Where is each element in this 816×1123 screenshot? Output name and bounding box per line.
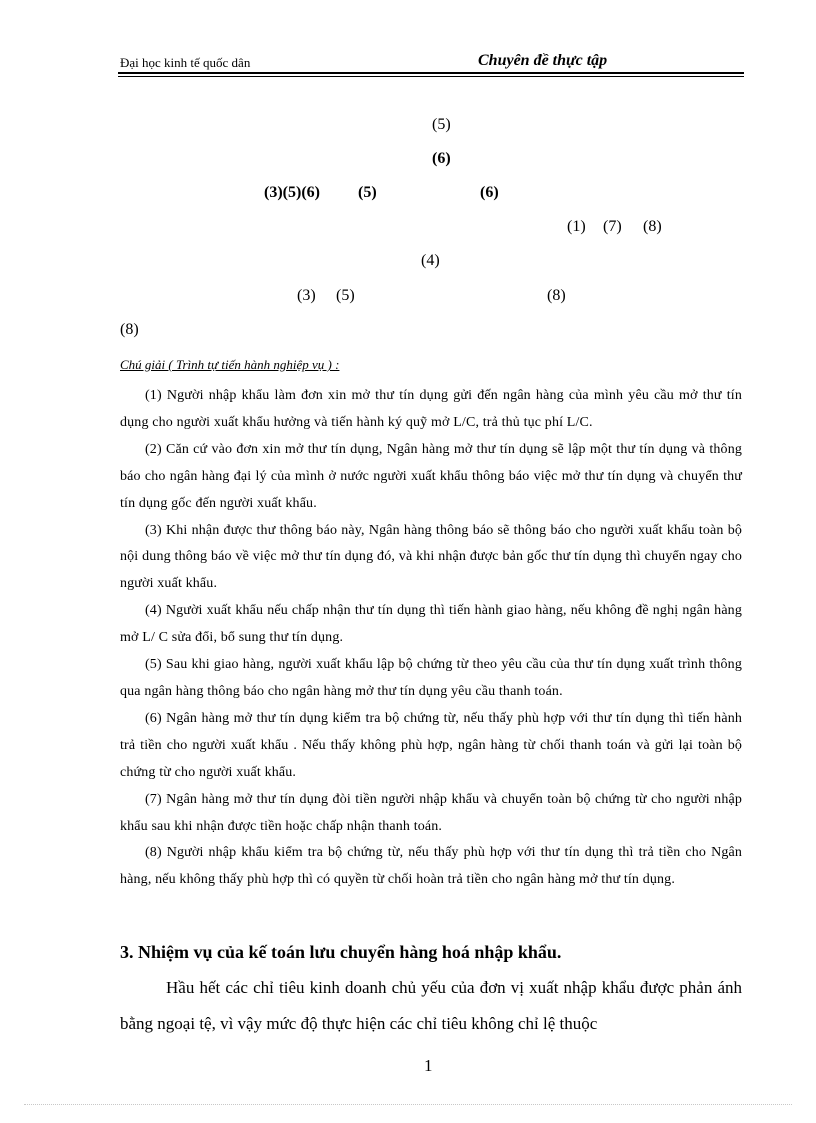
diagram-label: (4): [421, 252, 440, 269]
legend-item: (2) Căn cứ vào đơn xin mở thư tín dụng, Ngân hàng mở thư tín dụng sẽ lập một thư tín dụng và thông báo cho ngân hàng đại lý của mình ở nước người xuất khẩu thông báo việc mở thư tín dụng và chuyển thư tín dụng gốc đến người xuất khẩu.: [120, 441, 742, 511]
diagram-label: (8): [643, 218, 662, 235]
section-heading: 3. Nhiệm vụ của kế toán lưu chuyển hàng hoá nhập khẩu.: [120, 942, 562, 962]
diagram-label: (5): [432, 116, 451, 133]
header-institution: Đại học kinh tế quốc dân: [120, 55, 251, 70]
legend-item: (6) Ngân hàng mở thư tín dụng kiểm tra bộ chứng từ, nếu thấy phù hợp với thư tín dụng thì tiến hành trả tiền cho người xuất khẩu . Nếu thấy không phù hợp, ngân hàng từ chối thanh toán và gửi lại toàn bộ chứng từ cho người xuất khẩu.: [120, 710, 742, 780]
body-paragraph: Hầu hết các chỉ tiêu kinh doanh chủ yếu của đơn vị xuất nhập khẩu được phản ánh bằng ngoại tệ, vì vậy mức độ thực hiện các chỉ tiêu không chỉ lệ thuộc: [120, 978, 742, 1033]
diagram-label: (8): [547, 287, 566, 304]
legend-list: [120, 383, 742, 894]
legend-item: (8) Người nhập khẩu kiểm tra bộ chứng từ, nếu thấy phù hợp với thư tín dụng thì trả tiền cho Ngân hàng, nếu không thấy phù hợp thì có quyền từ chối hoàn trả tiền cho ngân hàng mở thư tín dụng.: [120, 845, 742, 888]
diagram-label: (6): [432, 150, 451, 167]
legend-title: Chú giải ( Trình tự tiến hành nghiệp vụ ) :: [120, 357, 340, 372]
header-document-title: Chuyên đề thực tập: [478, 52, 608, 69]
header-rule-thin: [118, 76, 744, 77]
legend-item: (4) Người xuất khẩu nếu chấp nhận thư tín dụng thì tiến hành giao hàng, nếu không đề nghị ngân hàng mở L/ C sửa đổi, bổ sung thư tín dụng.: [120, 603, 742, 646]
diagram-label: (5): [358, 184, 377, 201]
diagram-label: (1): [567, 218, 586, 235]
diagram-label: (8): [120, 321, 139, 338]
legend-item: (7) Ngân hàng mở thư tín dụng đòi tiền người nhập khẩu và chuyển toàn bộ chứng từ cho người nhập khẩu sau khi nhận được tiền hoặc chấp nhận thanh toán.: [120, 791, 742, 834]
page-bottom-divider: [24, 1104, 792, 1105]
diagram-label: (5): [336, 287, 355, 304]
diagram-label: (3)(5)(6): [264, 184, 320, 201]
header-rule-thick: [118, 72, 744, 74]
diagram-label: (6): [480, 184, 499, 201]
legend-item: (3) Khi nhận được thư thông báo này, Ngân hàng thông báo sẽ thông báo cho người xuất khẩu toàn bộ nội dung thông báo về việc mở thư tín dụng đó, và khi nhận được bản gốc thư tín dụng thì chuyển ngay cho người xuất khẩu.: [120, 522, 742, 592]
diagram-label: (3): [297, 287, 316, 304]
legend-item: (1) Người nhập khẩu làm đơn xin mở thư tín dụng gửi đến ngân hàng của mình yêu cầu mở thư tín dụng cho người xuất khẩu hưởng và tiến hành ký quỹ mở L/C, trả thủ tục phí L/C.: [120, 388, 742, 430]
diagram-label: (7): [603, 218, 622, 235]
page-number: 1: [424, 1056, 433, 1075]
legend-item: (5) Sau khi giao hàng, người xuất khẩu lập bộ chứng từ theo yêu cầu của thư tín dụng xuất trình thông qua ngân hàng thông báo cho ngân hàng mở thư tín dụng yêu cầu thanh toán.: [120, 657, 742, 699]
